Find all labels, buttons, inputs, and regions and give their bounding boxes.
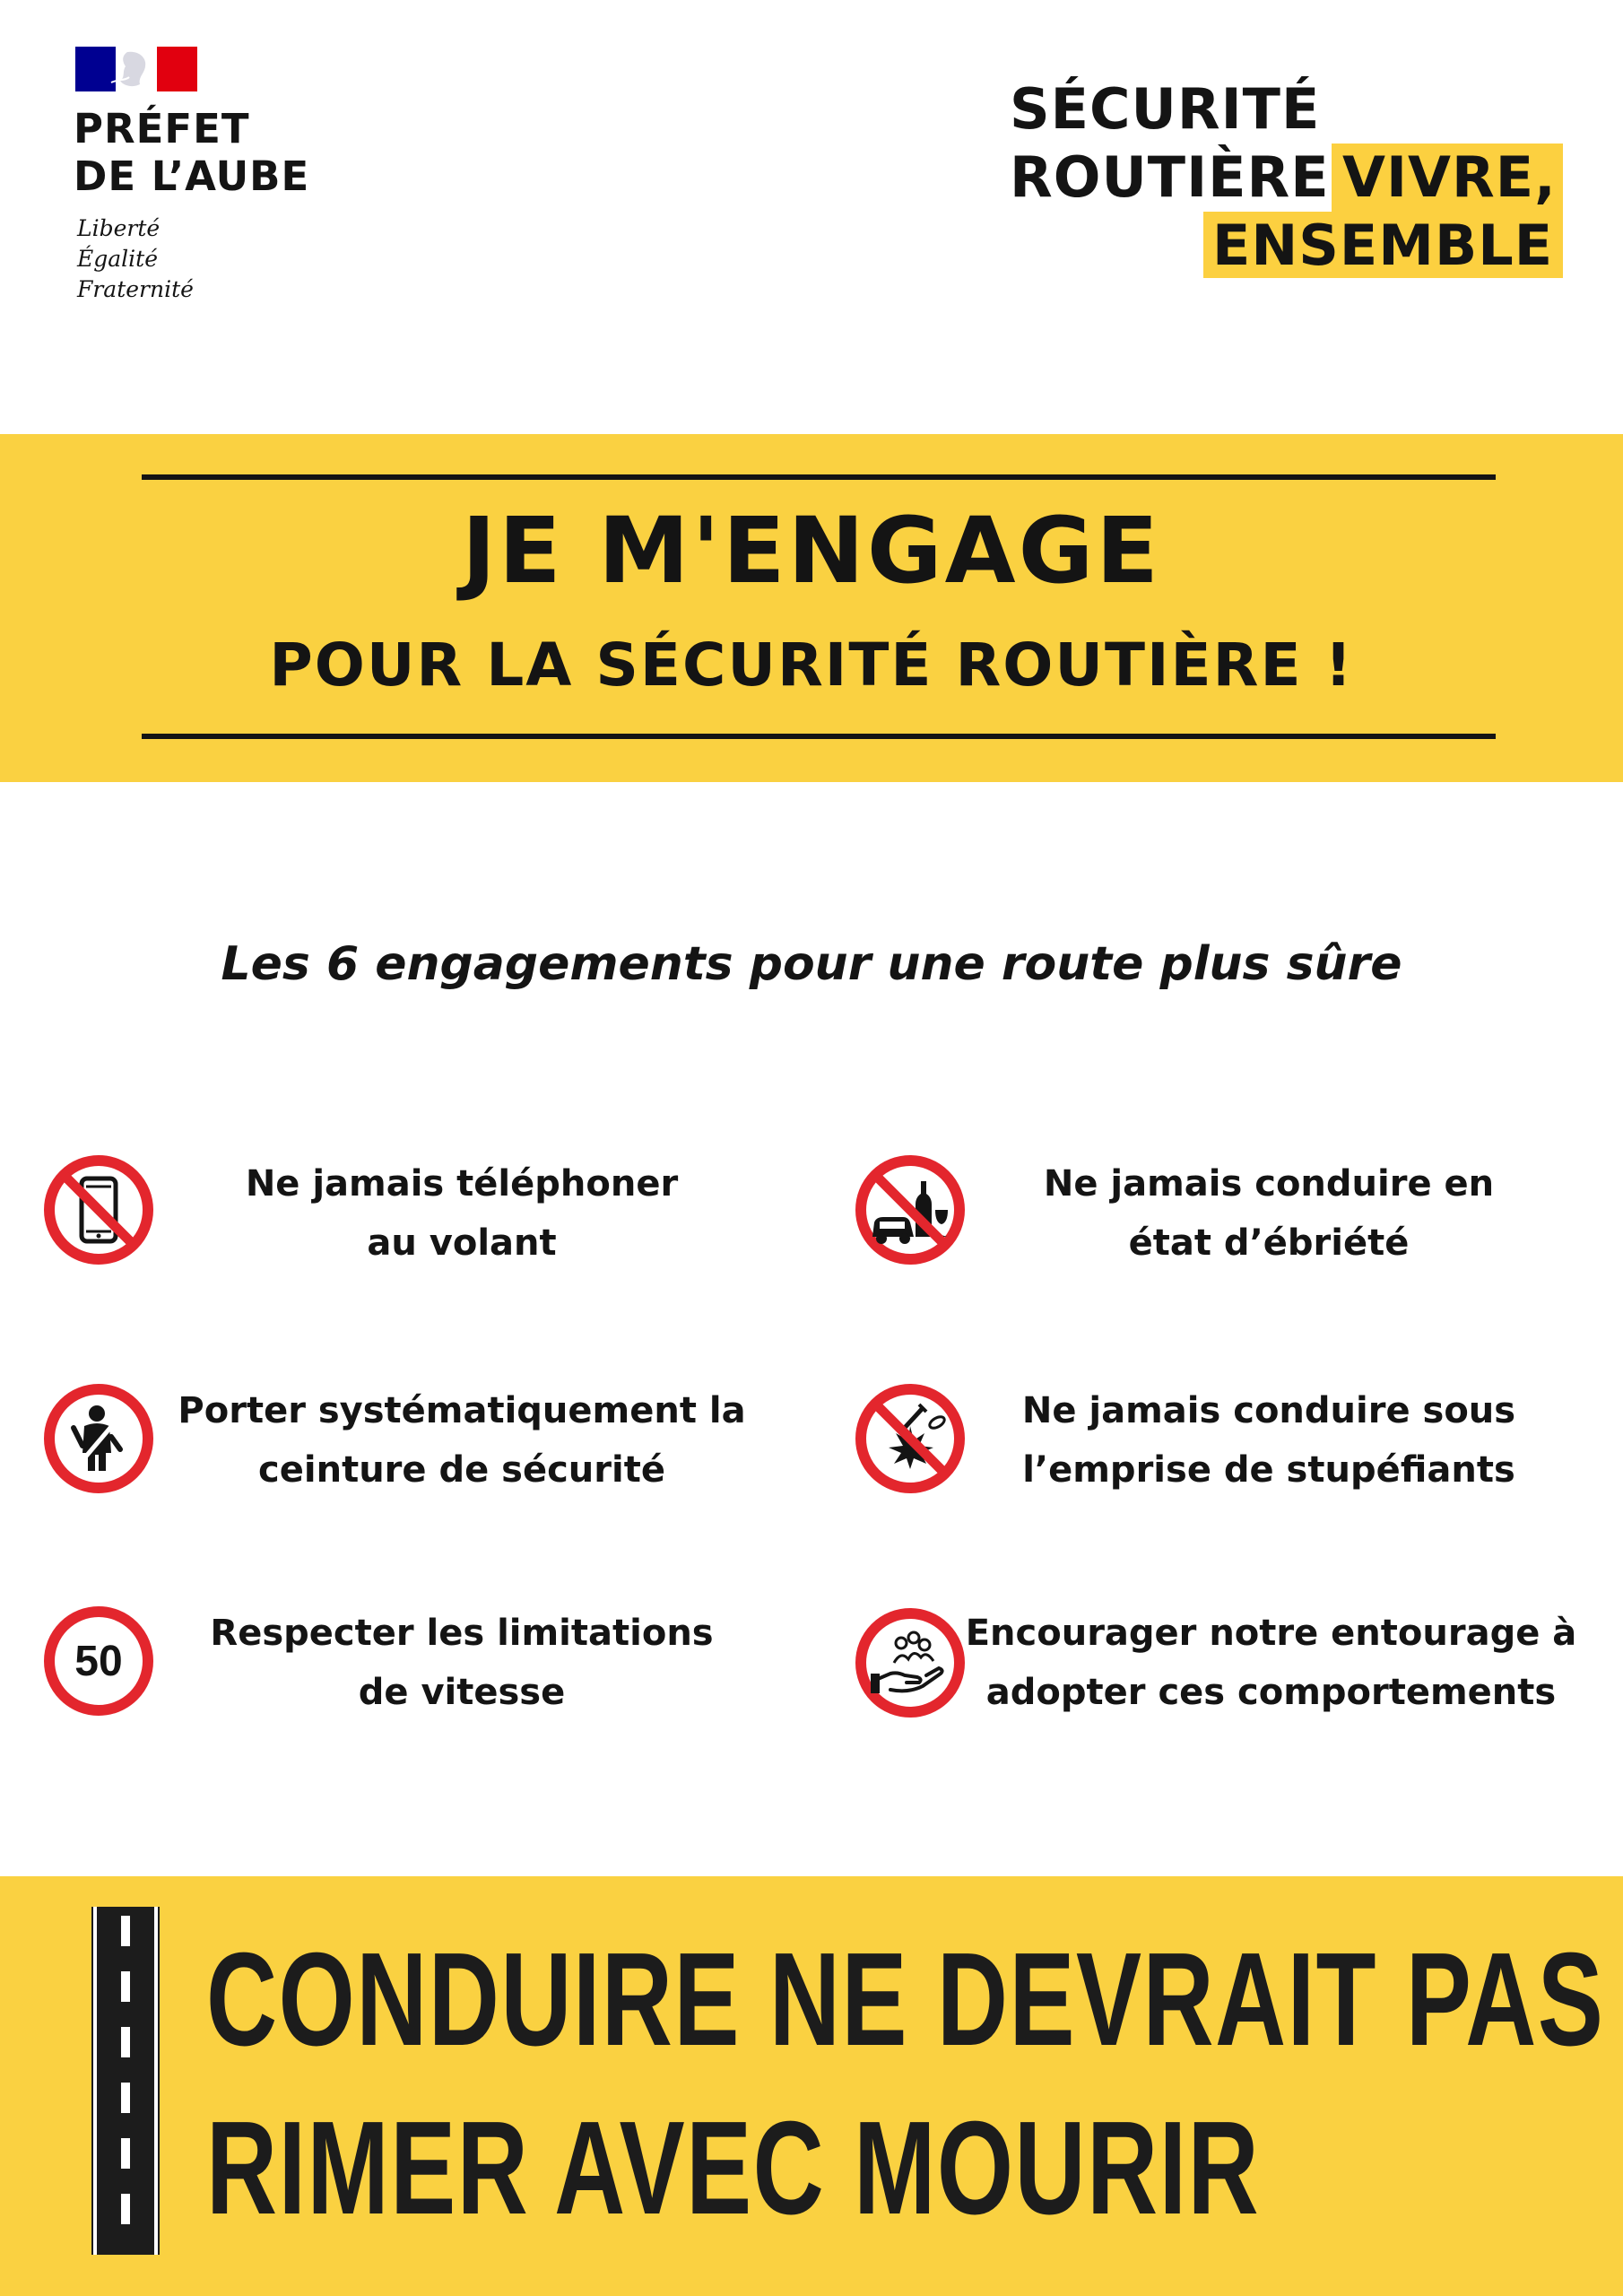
engagement-encourage: [942, 1604, 1601, 1722]
prefecture-line-1: PRÉFET: [74, 105, 250, 152]
motto-egalite: Égalité: [77, 246, 158, 272]
engagement-no-phone: [135, 1154, 789, 1273]
engagement-no-alcohol: [942, 1154, 1596, 1273]
logo-routiere: ROUTIÈRE: [1010, 144, 1330, 210]
banner-title: JE M'ENGAGE: [462, 498, 1161, 604]
logo-ensemble: ENSEMBLE: [1212, 213, 1554, 278]
engagement-line-2: au volant: [367, 1222, 557, 1264]
motto-liberte: Liberté: [77, 215, 161, 241]
logo-securite: SÉCURITÉ: [1010, 76, 1321, 142]
engagement-seatbelt: [135, 1381, 789, 1500]
banner-rule-bottom: [142, 734, 1496, 739]
engagement-line-1: Ne jamais conduire en: [1043, 1163, 1495, 1205]
engagements-subtitle: Les 6 engagements pour une route plus sûre: [221, 937, 1402, 991]
engagement-line-1: Ne jamais conduire sous: [1021, 1390, 1516, 1431]
engagement-no-drugs: [942, 1381, 1596, 1500]
slogan-line-2: RIMER AVEC MOURIR: [206, 2094, 1261, 2242]
speed-limit-value: 50: [74, 1638, 123, 1685]
marianne-logo-icon: [75, 47, 197, 91]
engagement-speed: [135, 1604, 789, 1722]
engagement-line-2: ceinture de sécurité: [258, 1449, 665, 1491]
prefecture-line-2: DE L’AUBE: [74, 152, 310, 200]
engagement-line-1: Ne jamais téléphoner: [245, 1163, 679, 1205]
engagement-line-2: de vitesse: [358, 1672, 566, 1713]
engagement-line-1: Encourager notre entourage à: [965, 1613, 1577, 1654]
banner-subtitle: POUR LA SÉCURITÉ ROUTIÈRE !: [269, 631, 1354, 700]
motto-fraternite: Fraternité: [77, 276, 194, 302]
slogan-line-1: CONDUIRE NE DEVRAIT PAS: [206, 1926, 1605, 2074]
engagement-line-2: l’emprise de stupéfiants: [1022, 1449, 1515, 1491]
engagement-line-2: état d’ébriété: [1128, 1222, 1410, 1264]
engagement-line-1: Respecter les limitations: [210, 1613, 714, 1654]
logo-vivre: VIVRE,: [1342, 144, 1557, 210]
engagement-banner: [0, 434, 1623, 782]
road-icon: [91, 1907, 160, 2255]
banner-rule-top: [142, 474, 1496, 480]
engagement-line-1: Porter systématiquement la: [178, 1390, 746, 1431]
engagement-line-2: adopter ces comportements: [985, 1672, 1557, 1713]
